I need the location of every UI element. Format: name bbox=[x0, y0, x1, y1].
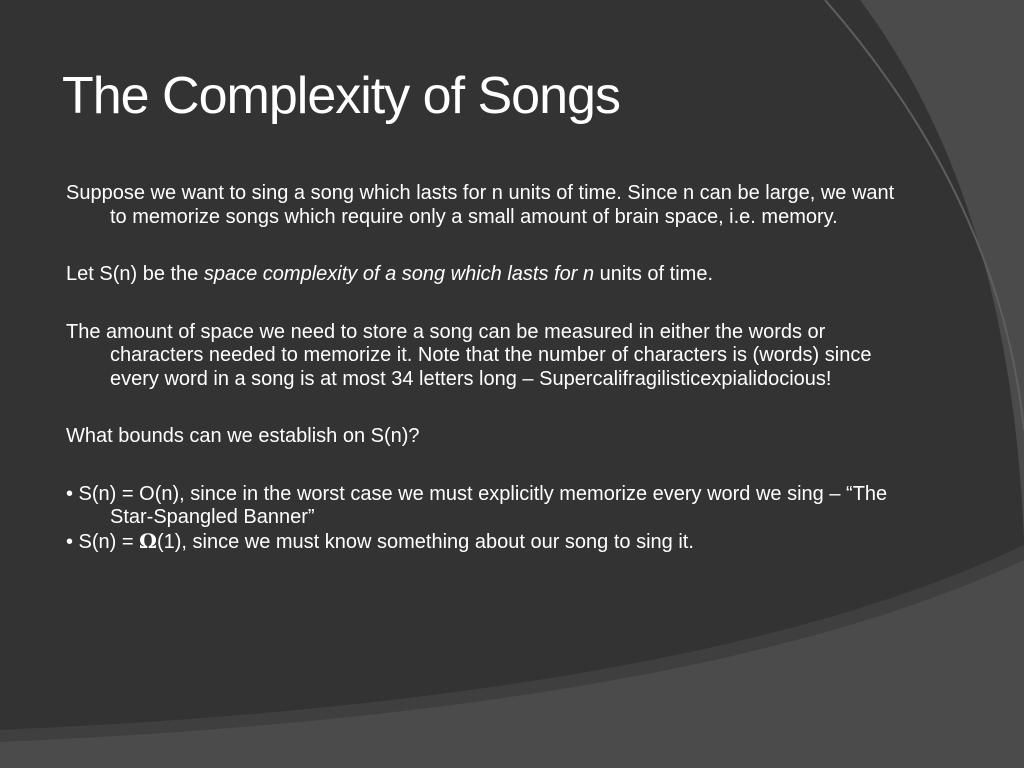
slide-body bbox=[66, 182, 896, 554]
definition-italic-text: space complexity of a song which lasts for n bbox=[203, 263, 595, 285]
slide-title: The Complexity of Songs bbox=[62, 67, 620, 125]
definition-text-start: Let S(n) be the bbox=[66, 263, 204, 285]
paragraph-storage-measurement: The amount of space we need to store a song can be measured in either the words or characters needed to memorize it. Note that the number of characters is (words) since every word in a song is at most 34 letters long – Supercalifragilisticexpialidocious! bbox=[66, 320, 872, 390]
bullet-upper-bound: • S(n) = O(n), since in the worst case we must explicitly memorize every word we sing – “The Star-Spangled Banner” bbox=[66, 482, 888, 528]
lower-bound-text-start: • S(n) = bbox=[66, 530, 140, 553]
paragraph-bounds-question: What bounds can we establish on S(n)? bbox=[66, 425, 420, 447]
bullet-lower-bound bbox=[66, 530, 896, 555]
omega-symbol: Ω bbox=[139, 528, 157, 553]
lower-bound-text-end: (1), since we must know something about our song to sing it. bbox=[156, 530, 694, 553]
paragraph-space-complexity-definition bbox=[66, 263, 896, 287]
definition-text-end: units of time. bbox=[594, 263, 713, 285]
paragraph-song-memorization: Suppose we want to sing a song which lasts for n units of time. Since n can be large, we want to memorize songs which require only a small amount of brain space, i.e. memory. bbox=[66, 182, 895, 228]
